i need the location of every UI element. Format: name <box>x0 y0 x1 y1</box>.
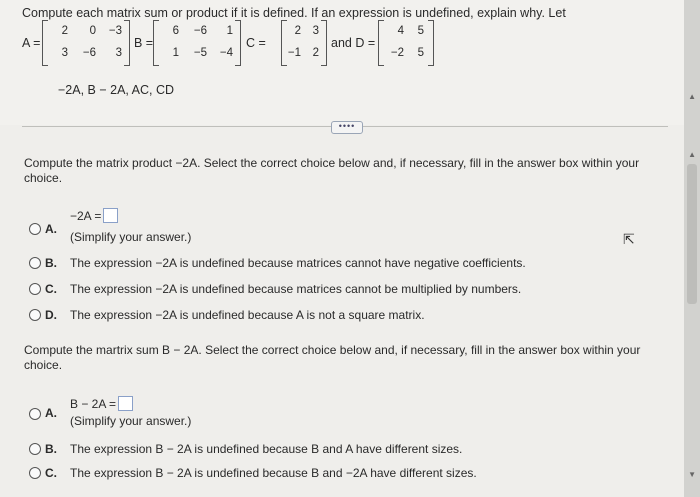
q2-option-a-radio[interactable] <box>29 408 41 420</box>
matrix-cell: 3 <box>312 25 319 37</box>
scroll-down-arrow-icon[interactable]: ▼ <box>688 470 696 479</box>
q2-option-a-label: B − 2A = <box>70 397 117 411</box>
q2-option-a-text <box>70 396 133 411</box>
q1-option-b-text: The expression −2A is undefined because matrices cannot have negative coefficients. <box>70 256 526 270</box>
matrix-cell: −2 <box>390 47 404 59</box>
q1-option-c-letter: C. <box>45 282 57 296</box>
matrix-cell: 5 <box>417 25 424 37</box>
q1-option-d-text: The expression −2A is undefined because A is not a square matrix. <box>70 308 425 322</box>
matrix-c <box>281 20 327 66</box>
matrix-cell: −6 <box>82 47 96 59</box>
q2-option-b-letter: B. <box>45 442 57 456</box>
matrix-cell: 0 <box>89 25 96 37</box>
q1-option-d-radio[interactable] <box>29 309 41 321</box>
matrix-cell: 3 <box>115 47 122 59</box>
q2-option-b-text: The expression B − 2A is undefined because B and A have different sizes. <box>70 442 463 456</box>
matrix-c-label: C = <box>246 36 266 50</box>
matrix-a <box>42 20 130 66</box>
q1-answer-box[interactable] <box>103 208 118 223</box>
q1-option-a-label: −2A = <box>70 209 102 223</box>
matrix-cell: 1 <box>172 47 179 59</box>
scrollbar[interactable] <box>684 0 700 497</box>
intro-text: Compute each matrix sum or product if it is defined. If an expression is undefined, explain why. Let <box>22 6 566 20</box>
q2-option-a-letter: A. <box>45 406 57 420</box>
matrix-cell: 6 <box>172 25 179 37</box>
mouse-cursor-icon: ⇱ <box>623 231 635 247</box>
question-2-prompt: Compute the martrix sum B − 2A. Select the correct choice below and, if necessary, fill in the answer box within your choice. <box>24 343 641 372</box>
expressions-list: −2A, B − 2A, AC, CD <box>58 83 175 97</box>
q1-option-b-radio[interactable] <box>29 257 41 269</box>
matrix-cell: 4 <box>397 25 404 37</box>
q1-option-b-letter: B. <box>45 256 57 270</box>
matrix-b <box>153 20 241 66</box>
matrix-cell: −4 <box>219 47 233 59</box>
q2-option-c-text: The expression B − 2A is undefined because B and −2A have different sizes. <box>70 466 477 480</box>
matrix-cell: 2 <box>61 25 68 37</box>
more-button[interactable]: •••• <box>331 121 363 134</box>
matrix-d-label: and D = <box>331 36 376 50</box>
matrix-d <box>378 20 434 66</box>
matrix-cell: −3 <box>108 25 122 37</box>
q1-option-c-text: The expression −2A is undefined because matrices cannot be multiplied by numbers. <box>70 282 522 296</box>
scroll-up-arrow-icon[interactable]: ▲ <box>688 92 696 101</box>
q2-option-c-letter: C. <box>45 466 57 480</box>
matrix-a-label: A = <box>22 36 41 50</box>
q1-option-a-text <box>70 208 118 223</box>
q2-option-b-radio[interactable] <box>29 443 41 455</box>
q2-option-c-radio[interactable] <box>29 467 41 479</box>
matrix-cell: 2 <box>294 25 301 37</box>
matrix-cell: 1 <box>226 25 233 37</box>
matrix-cell: 2 <box>312 47 319 59</box>
matrix-cell: −1 <box>287 47 301 59</box>
matrix-cell: −6 <box>193 25 207 37</box>
matrix-b-label: B = <box>134 36 154 50</box>
scrollbar-thumb[interactable] <box>687 164 697 304</box>
q1-option-a-letter: A. <box>45 222 57 236</box>
matrix-cell: 3 <box>61 47 68 59</box>
problem-statement <box>0 0 684 125</box>
matrix-cell: −5 <box>193 47 207 59</box>
q2-option-a-hint: (Simplify your answer.) <box>70 414 192 428</box>
q1-option-c-radio[interactable] <box>29 283 41 295</box>
q1-option-a-hint: (Simplify your answer.) <box>70 230 192 244</box>
scroll-up-arrow-icon[interactable]: ▲ <box>688 150 696 159</box>
question-1-prompt: Compute the matrix product −2A. Select the correct choice below and, if necessary, fill in the answer box within your choice. <box>24 156 640 185</box>
q2-answer-box[interactable] <box>118 396 133 411</box>
q1-option-a-radio[interactable] <box>29 223 41 235</box>
q1-option-d-letter: D. <box>45 308 57 322</box>
matrix-cell: 5 <box>417 47 424 59</box>
